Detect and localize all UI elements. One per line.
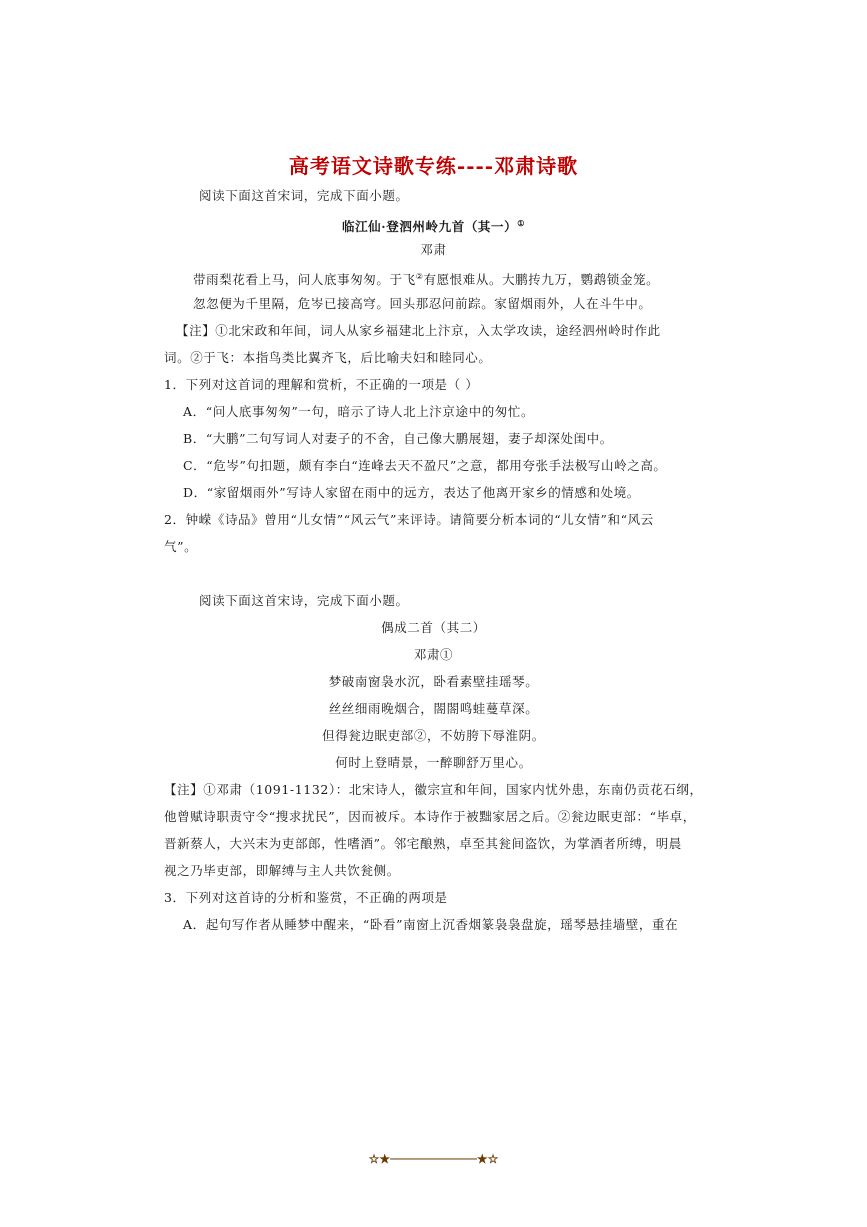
section1-note-line1: 【注】①北宋政和年间，词人从家乡福建北上汴京，入太学攻读，途经泗州岭时作此 (176, 323, 661, 338)
section2-poem-title: 偶成二首（其二） (381, 620, 486, 635)
question-3: 3．下列对这首诗的分析和鉴赏，不正确的两项是 (164, 890, 448, 905)
section1-poem-title-text: 临江仙·登泗州岭九首（其一） (341, 219, 518, 235)
page-footer-ornament: ☆★────────────★☆ (368, 1152, 499, 1166)
section2-note-line2: 他曾赋诗职责守令“搜求扰民”，因而被斥。本诗作于被黜家居之后。②瓮边眠吏部：“毕卓， (164, 809, 696, 824)
question-2-line1: 2．钟嵘《诗品》曾用“儿女情”“风云气”来评诗。请简要分析本词的“儿女情”和“风云 (164, 512, 654, 527)
section1-poem-title (0, 215, 867, 235)
question-1-option-a: A．“问人底事匆匆”一句，暗示了诗人北上汴京途中的匆忙。 (183, 404, 535, 419)
section2-note-line3: 晋新蔡人，大兴末为吏部郎，性嗜酒”。邻宅酿熟，卓至其瓮间盗饮，为掌酒者所缚，明晨 (164, 836, 682, 851)
question-2-line2: 气”。 (164, 539, 198, 554)
section2-note-line4: 视之乃毕吏部，即解缚与主人共饮瓮侧。 (164, 863, 400, 878)
section1-note-line2: 词。②于飞：本指鸟类比翼齐飞，后比喻夫妇和睦同心。 (164, 350, 492, 365)
question-1-option-d: D．“家留烟雨外”写诗人家留在雨中的远方，表达了他离开家乡的情感和处境。 (183, 485, 640, 500)
section2-poem-line3: 但得瓮边眠吏部②，不妨胯下辱淮阴。 (322, 728, 545, 743)
section2-poem-line4: 何时上登晴景，一醉聊舒万里心。 (335, 755, 532, 770)
question-3-option-a: A．起句写作者从睡梦中醒来，“卧看”南窗上沉香烟篆袅袅盘旋，瑶琴悬挂墙壁，重在 (183, 917, 679, 932)
question-1: 1．下列对这首词的理解和赏析，不正确的一项是（ ） (164, 377, 479, 392)
section1-intro: 阅读下面这首宋词，完成下面小题。 (199, 188, 409, 203)
section2-note-line1: 【注】①邓肃（1091-1132）：北宋诗人，徽宗宣和年间，国家内忧外患，东南仍贡花石纲， (164, 782, 703, 797)
section1-poem-line2: 忽忽便为千里隔，危岑已接高穹。回头那忍问前踪。家留烟雨外，人在斗牛中。 (193, 296, 652, 311)
question-1-option-c: C．“危岑”句扣题，颇有李白“连峰去天不盈尺”之意，都用夸张手法极写山岭之高。 (183, 458, 667, 473)
section2-intro: 阅读下面这首宋诗，完成下面小题。 (199, 593, 409, 608)
section1-poem-line1-text: 带雨梨花看上马，问人底事匆匆。于飞 (193, 272, 416, 288)
section1-poem-title-note: ① (517, 218, 526, 228)
section1-poem-line1-rest: 有愿恨难从。大鹏抟九万，鹦鹉锁金笼。 (423, 272, 660, 288)
page-title: 高考语文诗歌专练----邓肃诗歌 (288, 154, 579, 178)
section2-poem-line1: 梦破南窗袅水沉，卧看素壁挂瑶琴。 (328, 674, 539, 689)
section1-poem-line1 (193, 269, 659, 288)
section1-author: 邓肃 (420, 242, 447, 257)
section2-author: 邓肃① (413, 647, 454, 662)
section2-poem-line2: 丝丝细雨晚烟合，閤閤鸣蛙蔓草深。 (328, 701, 539, 716)
section1-poem-line1-note: ② (415, 272, 424, 281)
question-1-option-b: B．“大鹏”二句写词人对妻子的不舍，自己像大鹏展翅，妻子却深处闺中。 (183, 431, 613, 446)
